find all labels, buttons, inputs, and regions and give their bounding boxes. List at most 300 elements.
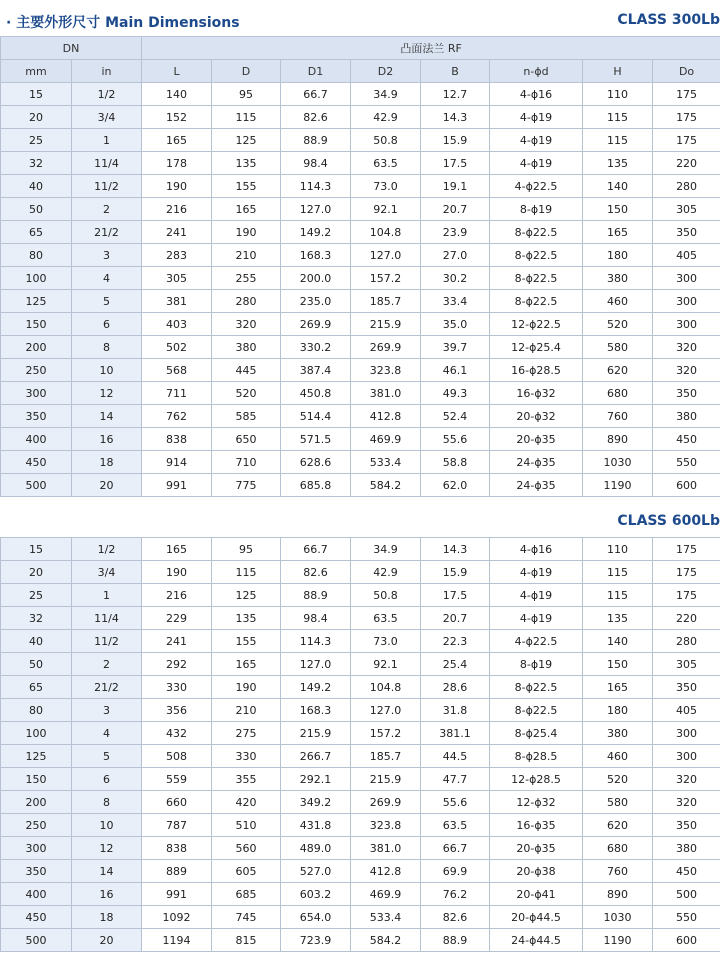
cell-d2: 63.5: [351, 607, 421, 630]
cell-h: 115: [583, 106, 653, 129]
cell-l: 1092: [142, 906, 212, 929]
cell-d2: 533.4: [351, 906, 421, 929]
cell-l: 356: [142, 699, 212, 722]
cell-h: 520: [583, 768, 653, 791]
cell-in: 21/2: [72, 221, 142, 244]
cell-mm: 300: [1, 837, 72, 860]
cell-mm: 80: [1, 699, 72, 722]
table-row: [1, 630, 720, 653]
cell-do: 500: [653, 883, 720, 906]
cell-h: 165: [583, 676, 653, 699]
cell-l: 381: [142, 290, 212, 313]
cell-n-d: 20-ϕ35: [490, 428, 583, 451]
table-row: [1, 221, 720, 244]
table-row: [1, 83, 720, 106]
cell-b: 23.9: [421, 221, 490, 244]
cell-do: 300: [653, 290, 720, 313]
dn-header: DN: [1, 37, 142, 60]
cell-l: 1194: [142, 929, 212, 952]
cell-in: 1: [72, 129, 142, 152]
cell-mm: 15: [1, 83, 72, 106]
cell-n-d: 8-ϕ19: [490, 653, 583, 676]
cell-h: 1030: [583, 906, 653, 929]
cell-in: 3/4: [72, 106, 142, 129]
class-600-table: [0, 537, 720, 952]
cell-l: 559: [142, 768, 212, 791]
table-row: [1, 837, 720, 860]
cell-in: 1: [72, 584, 142, 607]
cell-l: 432: [142, 722, 212, 745]
cell-d2: 469.9: [351, 883, 421, 906]
cell-l: 140: [142, 83, 212, 106]
cell-do: 320: [653, 336, 720, 359]
col-header-d1: D1: [281, 60, 351, 83]
cell-l: 914: [142, 451, 212, 474]
table-row: [1, 722, 720, 745]
cell-n-d: 4-ϕ19: [490, 607, 583, 630]
cell-mm: 400: [1, 883, 72, 906]
table-row: [1, 883, 720, 906]
cell-do: 305: [653, 198, 720, 221]
cell-mm: 15: [1, 538, 72, 561]
cell-d1: 127.0: [281, 198, 351, 221]
cell-in: 11/2: [72, 175, 142, 198]
cell-in: 20: [72, 929, 142, 952]
class-600-label: CLASS 600Lb: [617, 513, 720, 529]
cell-b: 44.5: [421, 745, 490, 768]
cell-mm: 40: [1, 630, 72, 653]
cell-in: 14: [72, 860, 142, 883]
cell-mm: 20: [1, 561, 72, 584]
cell-d1: 292.1: [281, 768, 351, 791]
cell-d: 650: [212, 428, 281, 451]
cell-h: 760: [583, 860, 653, 883]
cell-h: 1190: [583, 474, 653, 497]
cell-in: 8: [72, 791, 142, 814]
cell-h: 580: [583, 791, 653, 814]
cell-b: 35.0: [421, 313, 490, 336]
cell-n-d: 12-ϕ32: [490, 791, 583, 814]
cell-b: 69.9: [421, 860, 490, 883]
cell-d2: 584.2: [351, 474, 421, 497]
cell-n-d: 8-ϕ22.5: [490, 699, 583, 722]
cell-d: 510: [212, 814, 281, 837]
cell-d2: 50.8: [351, 584, 421, 607]
cell-l: 190: [142, 175, 212, 198]
col-header-d: D: [212, 60, 281, 83]
cell-d1: 450.8: [281, 382, 351, 405]
cell-in: 3: [72, 699, 142, 722]
cell-in: 1/2: [72, 538, 142, 561]
cell-h: 110: [583, 538, 653, 561]
cell-b: 25.4: [421, 653, 490, 676]
cell-do: 175: [653, 584, 720, 607]
cell-h: 1190: [583, 929, 653, 952]
cell-n-d: 8-ϕ19: [490, 198, 583, 221]
cell-h: 620: [583, 359, 653, 382]
cell-l: 216: [142, 198, 212, 221]
cell-d2: 157.2: [351, 267, 421, 290]
cell-in: 4: [72, 722, 142, 745]
cell-h: 460: [583, 745, 653, 768]
table-row: [1, 267, 720, 290]
cell-n-d: 16-ϕ32: [490, 382, 583, 405]
cell-h: 380: [583, 267, 653, 290]
cell-b: 17.5: [421, 152, 490, 175]
cell-mm: 40: [1, 175, 72, 198]
cell-d2: 104.8: [351, 221, 421, 244]
cell-d: 320: [212, 313, 281, 336]
cell-n-d: 4-ϕ22.5: [490, 630, 583, 653]
cell-n-d: 20-ϕ38: [490, 860, 583, 883]
col-header-b: B: [421, 60, 490, 83]
cell-do: 300: [653, 267, 720, 290]
cell-d2: 381.0: [351, 837, 421, 860]
cell-d1: 269.9: [281, 313, 351, 336]
table-row: [1, 198, 720, 221]
cell-d: 190: [212, 676, 281, 699]
cell-d2: 269.9: [351, 336, 421, 359]
cell-d1: 88.9: [281, 129, 351, 152]
cell-h: 760: [583, 405, 653, 428]
cell-do: 450: [653, 428, 720, 451]
cell-in: 6: [72, 768, 142, 791]
cell-do: 320: [653, 791, 720, 814]
cell-d2: 412.8: [351, 860, 421, 883]
cell-mm: 65: [1, 221, 72, 244]
cell-n-d: 8-ϕ22.5: [490, 676, 583, 699]
cell-n-d: 4-ϕ19: [490, 129, 583, 152]
cell-b: 33.4: [421, 290, 490, 313]
col-header-d2: D2: [351, 60, 421, 83]
cell-d2: 34.9: [351, 83, 421, 106]
table-row: [1, 929, 720, 952]
table-row: [1, 244, 720, 267]
cell-do: 305: [653, 653, 720, 676]
cell-d: 745: [212, 906, 281, 929]
cell-do: 320: [653, 359, 720, 382]
cell-mm: 400: [1, 428, 72, 451]
cell-l: 403: [142, 313, 212, 336]
table-row: [1, 699, 720, 722]
cell-d: 710: [212, 451, 281, 474]
cell-b: 63.5: [421, 814, 490, 837]
table-row: [1, 152, 720, 175]
cell-l: 787: [142, 814, 212, 837]
cell-n-d: 24-ϕ44.5: [490, 929, 583, 952]
cell-d: 115: [212, 561, 281, 584]
cell-d2: 50.8: [351, 129, 421, 152]
cell-n-d: 8-ϕ22.5: [490, 244, 583, 267]
cell-l: 711: [142, 382, 212, 405]
cell-d: 95: [212, 83, 281, 106]
table-row: [1, 451, 720, 474]
cell-d1: 127.0: [281, 653, 351, 676]
cell-do: 550: [653, 451, 720, 474]
cell-h: 115: [583, 129, 653, 152]
cell-b: 15.9: [421, 129, 490, 152]
table-row: [1, 676, 720, 699]
cell-d1: 98.4: [281, 607, 351, 630]
cell-n-d: 20-ϕ41: [490, 883, 583, 906]
cell-n-d: 12-ϕ22.5: [490, 313, 583, 336]
cell-b: 19.1: [421, 175, 490, 198]
cell-n-d: 8-ϕ22.5: [490, 290, 583, 313]
cell-in: 5: [72, 290, 142, 313]
cell-do: 300: [653, 745, 720, 768]
cell-d: 165: [212, 198, 281, 221]
cell-l: 283: [142, 244, 212, 267]
cell-l: 216: [142, 584, 212, 607]
cell-d1: 149.2: [281, 676, 351, 699]
cell-do: 450: [653, 860, 720, 883]
cell-do: 550: [653, 906, 720, 929]
cell-d1: 628.6: [281, 451, 351, 474]
cell-l: 991: [142, 474, 212, 497]
col-header-l: L: [142, 60, 212, 83]
cell-d2: 92.1: [351, 198, 421, 221]
cell-d1: 489.0: [281, 837, 351, 860]
cell-d: 355: [212, 768, 281, 791]
cell-d2: 584.2: [351, 929, 421, 952]
table-row: [1, 561, 720, 584]
cell-b: 52.4: [421, 405, 490, 428]
cell-h: 150: [583, 653, 653, 676]
cell-d1: 431.8: [281, 814, 351, 837]
cell-d2: 185.7: [351, 745, 421, 768]
cell-n-d: 20-ϕ32: [490, 405, 583, 428]
cell-n-d: 8-ϕ25.4: [490, 722, 583, 745]
cell-d: 155: [212, 630, 281, 653]
cell-h: 680: [583, 837, 653, 860]
cell-b: 39.7: [421, 336, 490, 359]
cell-d: 155: [212, 175, 281, 198]
cell-d1: 66.7: [281, 83, 351, 106]
cell-d: 190: [212, 221, 281, 244]
cell-do: 350: [653, 382, 720, 405]
col-header-h: H: [583, 60, 653, 83]
cell-b: 15.9: [421, 561, 490, 584]
cell-b: 31.8: [421, 699, 490, 722]
cell-d: 560: [212, 837, 281, 860]
cell-mm: 32: [1, 607, 72, 630]
cell-h: 135: [583, 152, 653, 175]
cell-h: 165: [583, 221, 653, 244]
cell-in: 2: [72, 653, 142, 676]
cell-d1: 114.3: [281, 175, 351, 198]
col-header-mm: mm: [1, 60, 72, 83]
cell-do: 380: [653, 405, 720, 428]
cell-mm: 80: [1, 244, 72, 267]
cell-mm: 100: [1, 267, 72, 290]
cell-d: 210: [212, 699, 281, 722]
col-header-n-d: n-ϕd: [490, 60, 583, 83]
cell-mm: 200: [1, 336, 72, 359]
cell-b: 58.8: [421, 451, 490, 474]
cell-d: 380: [212, 336, 281, 359]
cell-b: 20.7: [421, 607, 490, 630]
cell-do: 280: [653, 630, 720, 653]
cell-d2: 104.8: [351, 676, 421, 699]
cell-d1: 168.3: [281, 699, 351, 722]
cell-in: 10: [72, 359, 142, 382]
cell-mm: 32: [1, 152, 72, 175]
cell-l: 241: [142, 630, 212, 653]
cell-d1: 200.0: [281, 267, 351, 290]
cell-d2: 215.9: [351, 313, 421, 336]
cell-d: 125: [212, 129, 281, 152]
cell-l: 508: [142, 745, 212, 768]
col-header-in: in: [72, 60, 142, 83]
cell-d2: 185.7: [351, 290, 421, 313]
cell-h: 110: [583, 83, 653, 106]
cell-in: 3: [72, 244, 142, 267]
cell-d: 520: [212, 382, 281, 405]
cell-n-d: 20-ϕ44.5: [490, 906, 583, 929]
class-300-label: CLASS 300Lb: [617, 12, 720, 28]
cell-d1: 654.0: [281, 906, 351, 929]
cell-d2: 127.0: [351, 244, 421, 267]
cell-d2: 469.9: [351, 428, 421, 451]
cell-d: 255: [212, 267, 281, 290]
cell-h: 180: [583, 699, 653, 722]
cell-d1: 387.4: [281, 359, 351, 382]
cell-n-d: 12-ϕ25.4: [490, 336, 583, 359]
cell-d1: 114.3: [281, 630, 351, 653]
cell-d: 135: [212, 152, 281, 175]
cell-h: 380: [583, 722, 653, 745]
cell-d1: 82.6: [281, 106, 351, 129]
table-row: [1, 359, 720, 382]
cell-in: 18: [72, 906, 142, 929]
cell-n-d: 4-ϕ19: [490, 152, 583, 175]
cell-mm: 450: [1, 451, 72, 474]
table-row: [1, 290, 720, 313]
cell-b: 46.1: [421, 359, 490, 382]
cell-in: 6: [72, 313, 142, 336]
cell-d: 605: [212, 860, 281, 883]
table-row: [1, 474, 720, 497]
cell-l: 889: [142, 860, 212, 883]
cell-do: 300: [653, 722, 720, 745]
cell-in: 21/2: [72, 676, 142, 699]
cell-l: 152: [142, 106, 212, 129]
cell-do: 175: [653, 129, 720, 152]
cell-mm: 200: [1, 791, 72, 814]
cell-do: 350: [653, 221, 720, 244]
cell-l: 568: [142, 359, 212, 382]
table-row: [1, 768, 720, 791]
cell-l: 838: [142, 428, 212, 451]
cell-d2: 269.9: [351, 791, 421, 814]
cell-l: 762: [142, 405, 212, 428]
table-row: [1, 405, 720, 428]
cell-d2: 215.9: [351, 768, 421, 791]
column-header-row: [1, 60, 720, 83]
table-row: [1, 428, 720, 451]
cell-h: 115: [583, 561, 653, 584]
cell-do: 175: [653, 538, 720, 561]
cell-in: 11/4: [72, 152, 142, 175]
cell-d2: 533.4: [351, 451, 421, 474]
cell-b: 381.1: [421, 722, 490, 745]
cell-mm: 500: [1, 929, 72, 952]
cell-h: 890: [583, 428, 653, 451]
cell-d: 445: [212, 359, 281, 382]
cell-d1: 330.2: [281, 336, 351, 359]
cell-n-d: 16-ϕ28.5: [490, 359, 583, 382]
cell-b: 14.3: [421, 106, 490, 129]
cell-h: 520: [583, 313, 653, 336]
table-body: [1, 538, 720, 952]
cell-d2: 127.0: [351, 699, 421, 722]
cell-d: 815: [212, 929, 281, 952]
cell-d1: 723.9: [281, 929, 351, 952]
cell-n-d: 4-ϕ19: [490, 584, 583, 607]
cell-d2: 63.5: [351, 152, 421, 175]
table-row: [1, 607, 720, 630]
class-300-table: [0, 36, 720, 497]
cell-b: 76.2: [421, 883, 490, 906]
cell-do: 350: [653, 814, 720, 837]
cell-mm: 250: [1, 814, 72, 837]
cell-d1: 215.9: [281, 722, 351, 745]
cell-mm: 250: [1, 359, 72, 382]
cell-do: 175: [653, 561, 720, 584]
table-row: [1, 129, 720, 152]
cell-do: 175: [653, 106, 720, 129]
cell-b: 55.6: [421, 791, 490, 814]
cell-do: 405: [653, 244, 720, 267]
cell-mm: 50: [1, 653, 72, 676]
cell-b: 14.3: [421, 538, 490, 561]
cell-h: 680: [583, 382, 653, 405]
cell-b: 17.5: [421, 584, 490, 607]
cell-d1: 527.0: [281, 860, 351, 883]
cell-do: 175: [653, 83, 720, 106]
cell-n-d: 4-ϕ16: [490, 538, 583, 561]
table-row: [1, 106, 720, 129]
cell-l: 165: [142, 129, 212, 152]
cell-d2: 73.0: [351, 630, 421, 653]
cell-l: 178: [142, 152, 212, 175]
cell-in: 3/4: [72, 561, 142, 584]
cell-in: 10: [72, 814, 142, 837]
cell-mm: 25: [1, 584, 72, 607]
cell-d: 585: [212, 405, 281, 428]
cell-l: 292: [142, 653, 212, 676]
cell-d: 210: [212, 244, 281, 267]
cell-l: 229: [142, 607, 212, 630]
cell-l: 330: [142, 676, 212, 699]
cell-d: 275: [212, 722, 281, 745]
cell-b: 27.0: [421, 244, 490, 267]
cell-h: 620: [583, 814, 653, 837]
cell-h: 460: [583, 290, 653, 313]
cell-do: 320: [653, 768, 720, 791]
cell-h: 890: [583, 883, 653, 906]
cell-in: 12: [72, 837, 142, 860]
cell-d1: 98.4: [281, 152, 351, 175]
cell-n-d: 24-ϕ35: [490, 451, 583, 474]
cell-d1: 88.9: [281, 584, 351, 607]
table-row: [1, 653, 720, 676]
cell-b: 55.6: [421, 428, 490, 451]
cell-b: 20.7: [421, 198, 490, 221]
cell-b: 88.9: [421, 929, 490, 952]
cell-l: 305: [142, 267, 212, 290]
cell-b: 49.3: [421, 382, 490, 405]
